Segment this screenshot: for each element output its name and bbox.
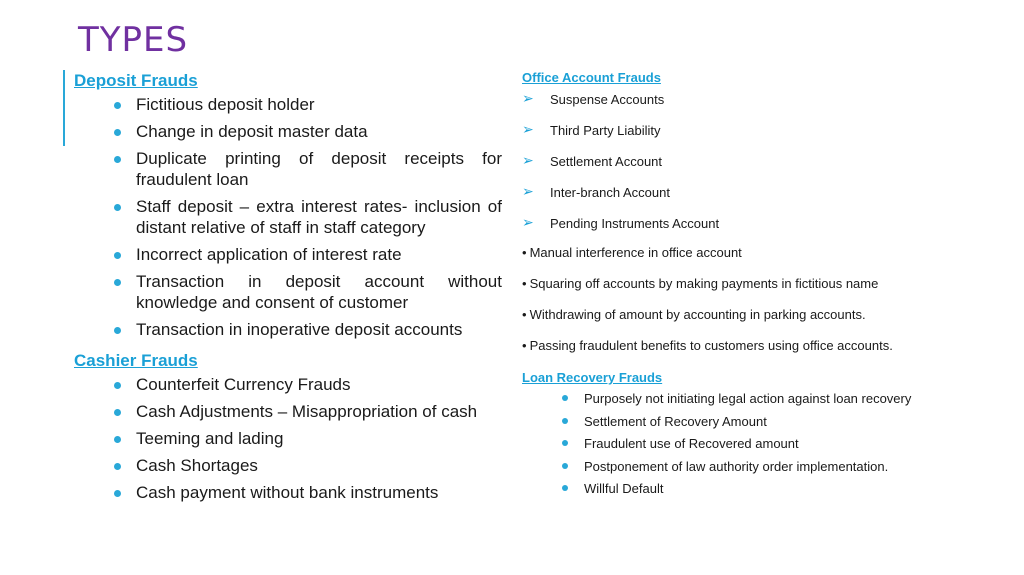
bullet-icon	[562, 395, 568, 401]
list-item: ➢ Inter-branch Account	[522, 183, 670, 200]
bullet-icon	[114, 382, 121, 389]
arrow-bullet-icon: ➢	[522, 121, 534, 137]
loan-recovery-frauds-link[interactable]: Loan Recovery Frauds	[522, 370, 663, 385]
right-column	[522, 70, 1002, 503]
list-item: Fictitious deposit holder	[136, 94, 502, 115]
bullet-icon	[114, 204, 121, 211]
arrow-bullet-icon: ➢	[522, 214, 534, 230]
list-item: Cash Shortages	[136, 455, 502, 476]
list-item: • Squaring off accounts by making payments in fictitious name	[522, 276, 879, 291]
list-item: ➢ Pending Instruments Account	[522, 214, 720, 231]
list-item: Teeming and lading	[136, 428, 502, 449]
list-item: ➢ Settlement Account	[522, 152, 663, 169]
list-item: Counterfeit Currency Frauds	[136, 374, 502, 395]
bullet-icon	[114, 327, 121, 334]
bullet-icon	[114, 279, 121, 286]
bullet-icon	[114, 409, 121, 416]
list-item: Incorrect application of interest rate	[136, 244, 502, 265]
list-item: Cash Adjustments – Misappropriation of cash	[136, 401, 502, 422]
cashier-frauds-link[interactable]: Cashier Frauds	[74, 351, 198, 370]
bullet-icon	[114, 490, 121, 497]
bullet-icon: •	[522, 307, 527, 322]
list-item: • Passing fraudulent benefits to customers using office accounts.	[522, 338, 893, 353]
list-item: • Manual interference in office account	[522, 245, 742, 260]
bullet-icon	[562, 463, 568, 469]
list-item: Fraudulent use of Recovered amount	[584, 435, 1002, 458]
bullet-icon	[562, 485, 568, 491]
bullet-icon	[114, 436, 121, 443]
list-item: Transaction in inoperative deposit accounts	[136, 319, 502, 340]
accent-bar	[63, 70, 65, 146]
bullet-icon	[114, 252, 121, 259]
bullet-icon	[114, 156, 121, 163]
list-item: Staff deposit – extra interest rates- inclusion of distant relative of staff in staff category	[136, 196, 502, 238]
list-item: Settlement of Recovery Amount	[584, 413, 1002, 436]
list-item: Change in deposit master data	[136, 121, 502, 142]
cashier-frauds-list	[74, 374, 502, 503]
deposit-frauds-link[interactable]: Deposit Frauds	[74, 71, 198, 90]
arrow-bullet-icon: ➢	[522, 183, 534, 199]
deposit-frauds-list	[74, 94, 502, 340]
bullet-icon	[562, 418, 568, 424]
bullet-icon: •	[522, 245, 527, 260]
list-item: Postponement of law authority order implementation.	[584, 458, 1002, 481]
office-account-notes	[522, 245, 1002, 369]
list-item: Willful Default	[584, 480, 1002, 503]
arrow-bullet-icon: ➢	[522, 152, 534, 168]
list-item: ➢ Suspense Accounts	[522, 90, 665, 107]
left-column	[74, 70, 502, 509]
bullet-icon	[562, 440, 568, 446]
list-item: Purposely not initiating legal action against loan recovery	[584, 390, 1002, 413]
list-item: • Withdrawing of amount by accounting in parking accounts.	[522, 307, 866, 322]
loan-recovery-list	[522, 390, 1002, 503]
page-title: TYPES	[78, 20, 189, 60]
list-item: Transaction in deposit account without knowledge and consent of customer	[136, 271, 502, 313]
office-account-frauds-link[interactable]: Office Account Frauds	[522, 70, 661, 85]
office-account-list	[522, 90, 1002, 245]
list-item: ➢ Third Party Liability	[522, 121, 661, 138]
bullet-icon: •	[522, 276, 527, 291]
bullet-icon	[114, 129, 121, 136]
bullet-icon: •	[522, 338, 527, 353]
list-item: Duplicate printing of deposit receipts for fraudulent loan	[136, 148, 502, 190]
bullet-icon	[114, 463, 121, 470]
bullet-icon	[114, 102, 121, 109]
list-item: Cash payment without bank instruments	[136, 482, 502, 503]
arrow-bullet-icon: ➢	[522, 90, 534, 106]
